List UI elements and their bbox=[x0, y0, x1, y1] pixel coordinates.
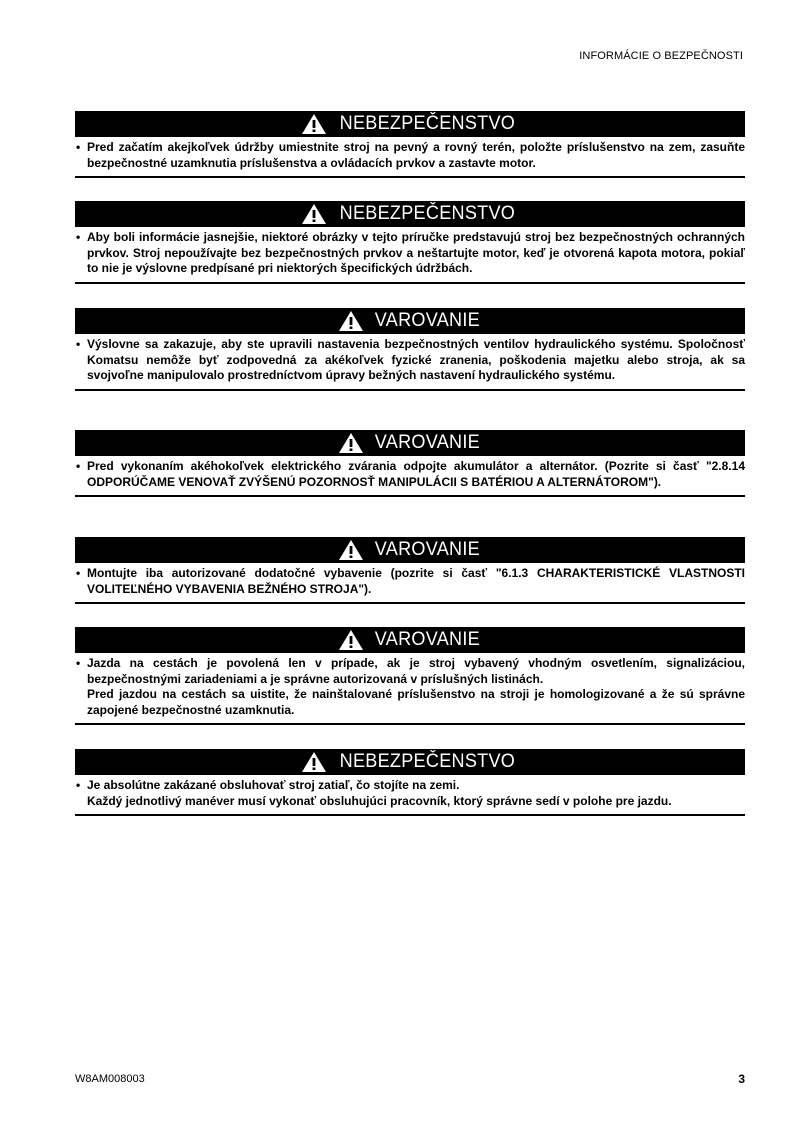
warning-triangle-icon bbox=[338, 310, 364, 332]
bullet: • bbox=[76, 230, 81, 244]
warning-triangle-icon bbox=[338, 432, 364, 454]
notice-label: NEBEZPEČENSTVO bbox=[339, 203, 515, 224]
notice-text: Výslovne sa zakazuje, aby ste upravili nastavenia bezpečnostných ventilov hydraulického systému. Spoločnosť Komatsu nemôže byť zodpovedná za akékoľvek fyzické zranenia, poškodenia majetku alebo stroja, ak sa svojvoľne manipulovalo prostredníctvom úpravy bežných nastavení hydraulického systému. bbox=[87, 337, 745, 383]
warning-notice-2 bbox=[75, 430, 745, 497]
bullet: • bbox=[76, 459, 81, 473]
danger-notice-2 bbox=[75, 201, 745, 284]
running-header: INFORMÁCIE O BEZPEČNOSTI bbox=[579, 50, 743, 62]
notice-header-bar bbox=[75, 201, 745, 227]
divider bbox=[75, 282, 745, 284]
notice-label: VAROVANIE bbox=[374, 629, 480, 650]
notice-text: Pred vykonaním akéhokoľvek elektrického zvárania odpojte akumulátor a alternátor. (Pozrite si časť "2.8.14 ODPORÚČAME VENOVAŤ ZVÝŠENÚ POZORNOSŤ MANIPULÁCII S BATÉRIOU A ALTERNÁTOROM"). bbox=[87, 459, 745, 489]
notice-header-bar bbox=[75, 627, 745, 653]
divider bbox=[75, 723, 745, 725]
divider bbox=[75, 176, 745, 178]
document-code: W8AM008003 bbox=[75, 1073, 145, 1085]
divider bbox=[75, 389, 745, 391]
bullet: • bbox=[76, 140, 81, 154]
notice-header-bar bbox=[75, 749, 745, 775]
bullet: • bbox=[76, 337, 81, 351]
warning-notice-3 bbox=[75, 537, 745, 604]
page-number: 3 bbox=[738, 1072, 745, 1086]
warning-triangle-icon bbox=[338, 539, 364, 561]
notice-text: Aby boli informácie jasnejšie, niektoré obrázky v tejto príručke predstavujú stroj bez bezpečnostných ochranných prvkov. Stroj nepoužívajte bez bezpečnostných prvkov a neštartujte motor, keď je otvorená kapota motora, pokiaľ to nie je výslovne predpísané pri niektorých špecifických údržbách. bbox=[87, 230, 745, 276]
notice-label: NEBEZPEČENSTVO bbox=[339, 751, 515, 772]
notice-text: Montujte iba autorizované dodatočné vybavenie (pozrite si časť "6.1.3 CHARAKTERISTICKÉ VLASTNOSTI VOLITEĽNÉHO VYBAVENIA BEŽNÉHO STROJA"). bbox=[87, 566, 745, 596]
warning-notice-1 bbox=[75, 308, 745, 391]
notice-body bbox=[75, 775, 745, 814]
bullet: • bbox=[76, 566, 81, 580]
notice-label: VAROVANIE bbox=[374, 539, 480, 560]
divider bbox=[75, 814, 745, 816]
notice-header-bar bbox=[75, 308, 745, 334]
notice-header-bar bbox=[75, 111, 745, 137]
notice-body bbox=[75, 653, 745, 723]
warning-notice-4 bbox=[75, 627, 745, 725]
notice-text: Je absolútne zakázané obsluhovať stroj zatiaľ, čo stojíte na zemi. bbox=[87, 778, 460, 792]
notice-body bbox=[75, 334, 745, 389]
warning-triangle-icon bbox=[301, 113, 327, 135]
notice-label: NEBEZPEČENSTVO bbox=[339, 113, 515, 134]
warning-triangle-icon bbox=[338, 629, 364, 651]
notice-header-bar bbox=[75, 537, 745, 563]
notice-text: Každý jednotlivý manéver musí vykonať obsluhujúci pracovník, ktorý správne sedí v polohe pre jazdu. bbox=[87, 793, 672, 808]
notice-header-bar bbox=[75, 430, 745, 456]
warning-triangle-icon bbox=[301, 203, 327, 225]
danger-notice-3 bbox=[75, 749, 745, 816]
notice-label: VAROVANIE bbox=[374, 432, 480, 453]
divider bbox=[75, 495, 745, 497]
notice-text: Pred začatím akejkoľvek údržby umiestnite stroj na pevný a rovný terén, položte príslušenstvo na zem, zasuňte bezpečnostné uzamknutia príslušenstva a ovládacích prvkov a zastavte motor. bbox=[87, 140, 745, 170]
notice-body bbox=[75, 227, 745, 282]
notice-text: Jazda na cestách je povolená len v prípade, ak je stroj vybavený vhodným osvetlením, signalizáciou, bezpečnostnými zariadeniami a je správne autorizovaná v príslušných listinách. bbox=[87, 656, 745, 686]
divider bbox=[75, 602, 745, 604]
notice-body bbox=[75, 563, 745, 602]
bullet: • bbox=[76, 656, 81, 670]
danger-notice-1 bbox=[75, 111, 745, 178]
notice-label: VAROVANIE bbox=[374, 310, 480, 331]
notice-body bbox=[75, 456, 745, 495]
bullet: • bbox=[76, 778, 81, 792]
notice-text: Pred jazdou na cestách sa uistite, že nainštalované príslušenstvo na stroji je homologizované a že sú správne zapojené bezpečnostné uzamknutia. bbox=[87, 687, 745, 717]
warning-triangle-icon bbox=[301, 751, 327, 773]
notice-body bbox=[75, 137, 745, 176]
